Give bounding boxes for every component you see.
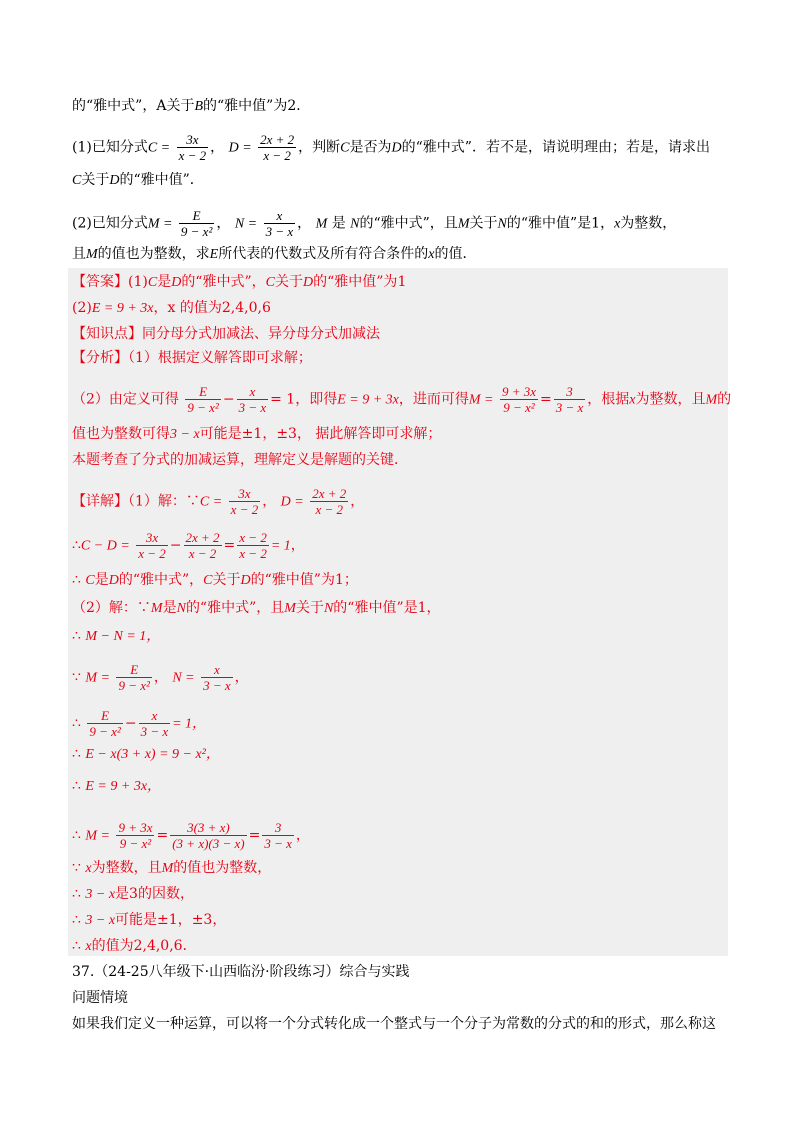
detail-line-4: （2）解：∵M是N的“雅中式”，且M关于N的“雅中值”是1， [72,600,441,616]
analysis-line-1: 【分析】（1）根据定义解答即可求解； [72,350,312,366]
fraction-n: $\frac{x}{3 - x}$ [265,208,294,239]
answer-line-2: (2)E = 9 + 3x，x 的值为2,4,0,6 [72,300,271,316]
question-2-line-1: (2)已知分式M = $\frac{E}{\text{9 − x²}}$ ， N = $\frac{x}{3 - x}$ ， M 是 N的“雅中式”，且M关于N的“雅中值”是1，x为整数， [72,208,677,239]
detail-line-11: ∵ x为整数，且M的值也为整数， [72,860,272,876]
detail-line-9: ∴ E = 9 + 3x， [72,778,162,794]
knowledge-point: 【知识点】同分母分式加减法、异分母分式加减法 [72,326,380,342]
fraction-c: $\frac{3x}{x - 2}$ [178,132,207,163]
detail-line-6: ∵ M = $\frac{E}{\text{9 − x²}}$ ， N = $\frac{x}{3 - x}$ ， [72,662,249,693]
question-37-header: 37.（24-25八年级下·山西临汾·阶段练习）综合与实践 [72,964,410,980]
detail-line-13: ∴ 3 − x可能是±1，±3， [72,912,227,928]
detail-line-14: ∴ x的值为2,4,0,6． [72,938,197,954]
fraction-m: $\frac{E}{\text{9 − x²}}$ [180,208,213,239]
question-2-line-2: 且M的值也为整数，求E所代表的代数式及所有符合条件的x的值． [72,246,477,262]
analysis-line-2: （2）由定义可得 $\frac{E}{\text{9 − x²}}$ − $\frac{x}{3 - x}$ = 1，即得E = 9 + 3x，进而可得M = $\frac{9 + 3x}{\text{9 − x²}}$ = $\frac{3}{3 - x}$ ，根据x为整数，且M的 [72,384,732,415]
analysis-line-3: 值也为整数可得3 − x可能是±1，±3， 据此解答即可求解； [72,426,442,442]
intro-line: 的“雅中式”，A关于B的“雅中值”为2． [72,98,311,114]
detail-line-10: ∴ M = $\frac{9 + 3x}{\text{9 − x²}}$ = $\frac{3(3 + x)}{(3 + x)(3 - x)}$ = $\frac{3}{3 - x}$ ， [72,820,310,851]
answer-line-1: 【答案】(1)C是D的“雅中式”，C关于D的“雅中值”为1 [72,274,407,290]
analysis-line-4: 本题考查了分式的加减运算，理解定义是解题的关键． [72,452,408,468]
detail-line-3: ∴ C是D的“雅中式”，C关于D的“雅中值”为1； [72,572,358,588]
question-1-line-2: C关于D的“雅中值”． [72,172,204,188]
detail-line-12: ∴ 3 − x是3的因数， [72,886,194,902]
detail-line-5: ∴ M − N = 1， [72,628,161,644]
detail-line-7: ∴ $\frac{E}{\text{9 − x²}}$ − $\frac{x}{3 - x}$ = 1， [72,708,207,739]
question-37-paragraph: 如果我们定义一种运算，可以将一个分式转化成一个整式与一个分子为常数的分式的和的形式，那么称这 [72,1016,716,1032]
detail-line-8: ∴ E − x(3 + x) = 9 − x²， [72,746,220,762]
question-1-line-1: (1)已知分式C = $\frac{3x}{x - 2}$ ， D = $\frac{2x + 2}{x - 2}$ ，判断C是否为D的“雅中式”．若不是，请说明理由；若是，请求出 [72,132,710,163]
detail-line-1: 【详解】（1）解：∵C = $\frac{3x}{x - 2}$ ， D = $\frac{2x + 2}{x - 2}$ ， [72,486,365,517]
fraction-d: $\frac{2x + 2}{x - 2}$ [260,132,295,163]
question-37-heading: 问题情境 [72,990,128,1006]
detail-line-2: ∴C − D = $\frac{3x}{x - 2}$ − $\frac{2x + 2}{x - 2}$ = $\frac{x - 2}{x - 2}$ = 1， [72,530,305,561]
